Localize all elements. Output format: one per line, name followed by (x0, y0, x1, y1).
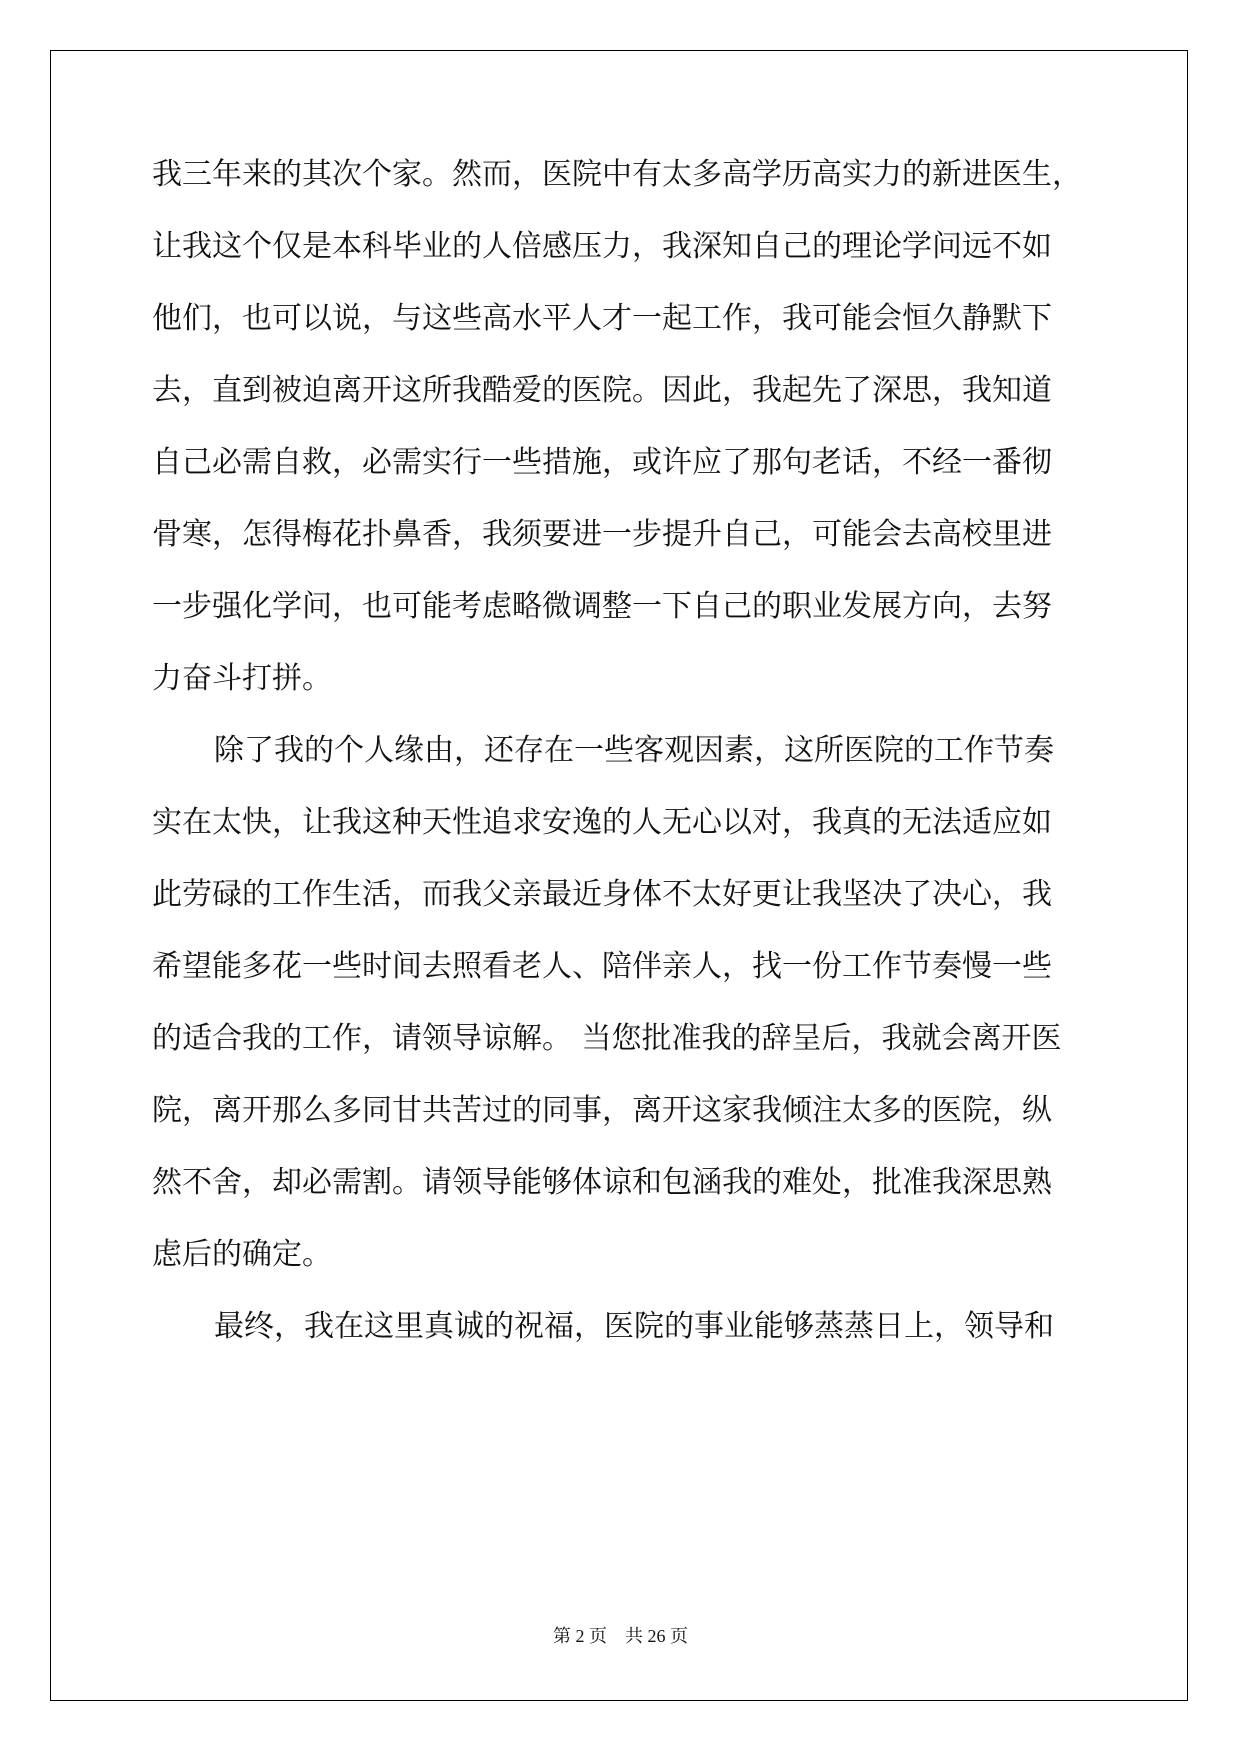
text-line: 一步强化学问，也可能考虑略微调整一下自己的职业发展方向，去努 (152, 589, 1052, 624)
text-line: 然不舍，却必需割。请领导能够体谅和包涵我的难处，批准我深思熟 (152, 1165, 1052, 1200)
text-line: 我三年来的其次个家。然而，医院中有太多高学历高实力的新进医生， (152, 157, 1082, 192)
paragraph-first-line: 除了我的个人缘由，还存在一些客观因素，这所医院的工作节奏 (214, 733, 1054, 768)
text-line: 让我这个仅是本科毕业的人倍感压力，我深知自己的理论学问远不如 (152, 229, 1052, 264)
paragraph-first-line: 最终，我在这里真诚的祝福，医院的事业能够蒸蒸日上，领导和 (214, 1309, 1054, 1344)
text-line: 虑后的确定。 (152, 1237, 332, 1272)
text-line: 实在太快，让我这种天性追求安逸的人无心以对，我真的无法适应如 (152, 805, 1052, 840)
text-line: 力奋斗打拼。 (152, 661, 332, 696)
text-line: 骨寒，怎得梅花扑鼻香，我须要进一步提升自己，可能会去高校里进 (152, 517, 1052, 552)
page-number-footer: 第 2 页 共 26 页 (553, 1626, 688, 1646)
text-line: 院，离开那么多同甘共苦过的同事，离开这家我倾注太多的医院，纵 (152, 1093, 1052, 1128)
text-line: 去，直到被迫离开这所我酷爱的医院。因此，我起先了深思，我知道 (152, 373, 1052, 408)
page-border (50, 50, 1188, 1701)
text-line: 希望能多花一些时间去照看老人、陪伴亲人，找一份工作节奏慢一些 (152, 949, 1052, 984)
text-line: 自己必需自救，必需实行一些措施，或许应了那句老话，不经一番彻 (152, 445, 1052, 480)
text-line: 的适合我的工作，请领导谅解。 当您批准我的辞呈后，我就会离开医 (152, 1021, 1062, 1056)
text-line: 他们，也可以说，与这些高水平人才一起工作，我可能会恒久静默下 (152, 301, 1052, 336)
text-line: 此劳碌的工作生活，而我父亲最近身体不太好更让我坚决了决心，我 (152, 877, 1052, 912)
